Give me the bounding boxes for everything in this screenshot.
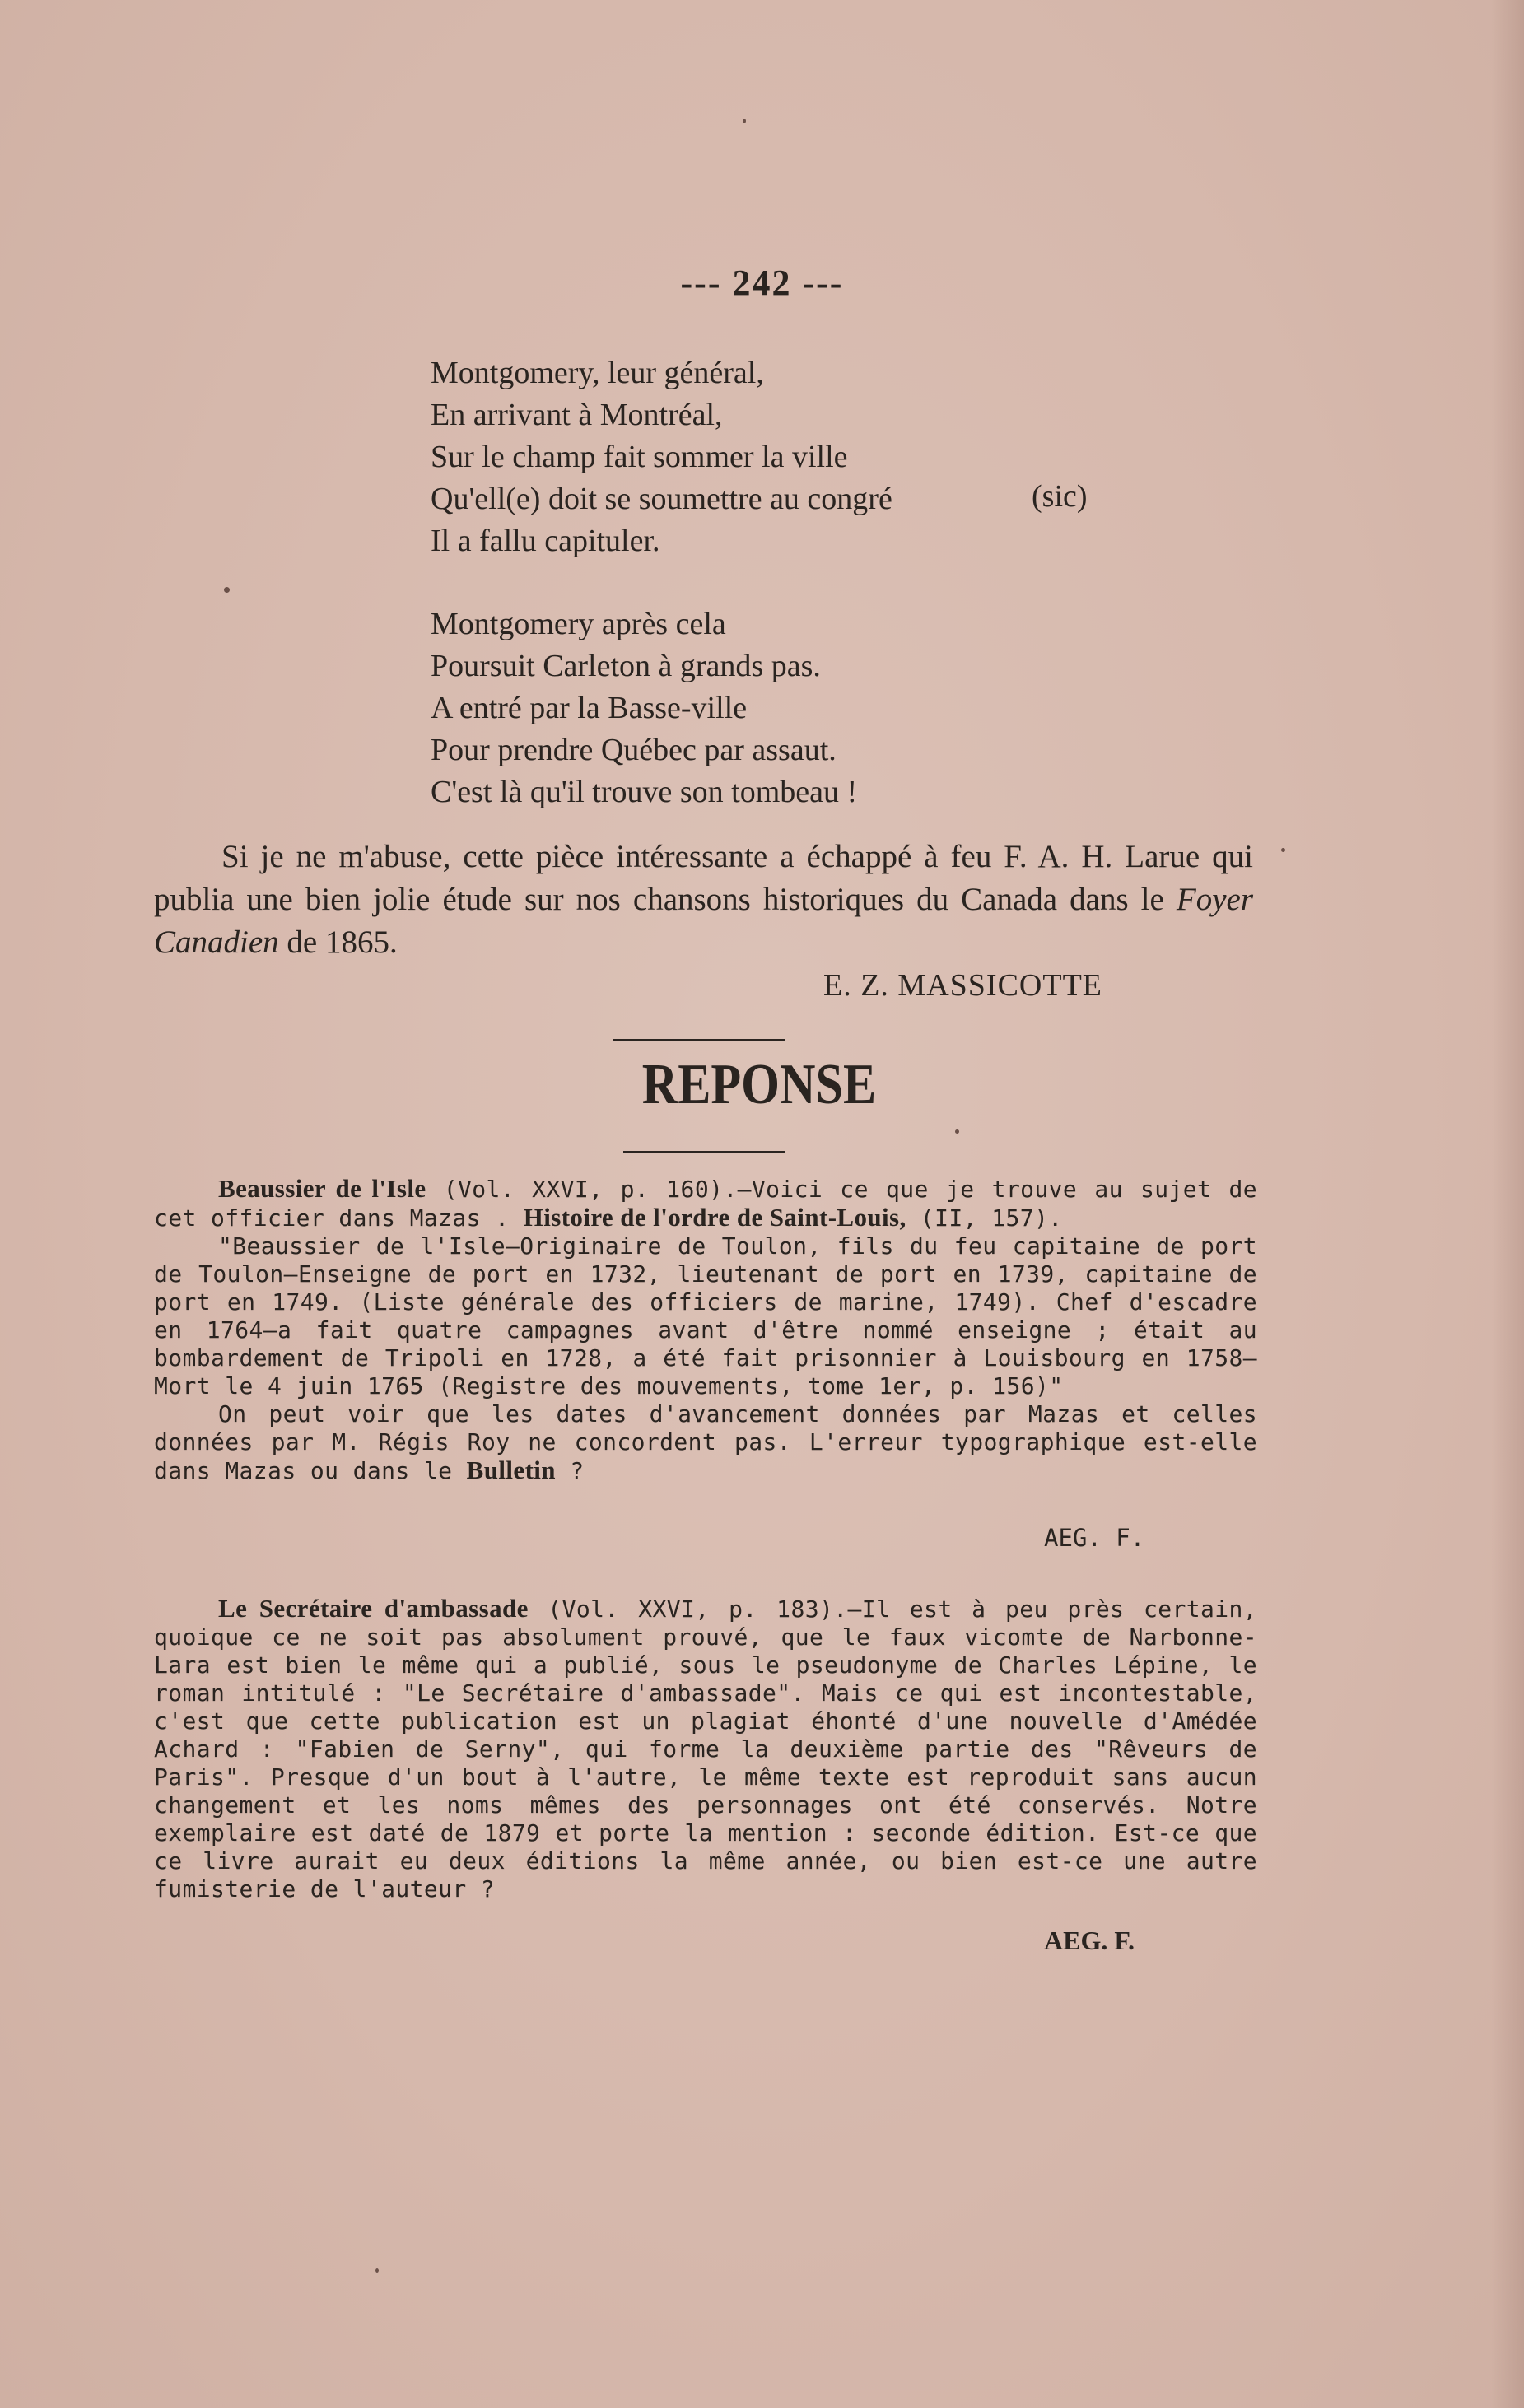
entry-text: (Vol. XXVI, p. 183).—Il est à peu près certain, quoique ce ne soit pas absolument prouvé, que le faux vicomte de Narbonne-Lara est bien le même qui a publié, sous le pseudonyme de Charles Lépine, le roman intitulé : "Le Secrétaire d'ambassade". Mais ce qui est incontestable, c'est que cette publication est un plagiat éhonté d'une nouvelle d'Amédée Achard : "Fabien de Serny", qui forme la deuxième partie des "Rêveurs de Paris". Presque d'un bout à l'autre, le même texte est reproduit sans aucun changement et les noms mêmes des personnages ont été conservés. Notre exemplaire est daté de 1879 et porte la mention : seconde édition. Est-ce que ce livre aurait eu deux éditions la même année, ou bien est-ce une autre fumisterie de l'auteur ? (154, 1595, 1258, 1903)
entry-quote: "Beaussier de l'Isle—Originaire de Toulon, fils du feu capitaine de port de Toulon—Enseigne de port en 1732, lieutenant de port en 1739, capitaine de port en 1749. (Liste générale des officiers de marine, 1749). Chef d'escadre en 1764—a fait quatre campagnes avant d'être nommé enseigne ; était au bombardement de Tripoli en 1728, a été fait prisonnier à Louisbourg en 1758—Mort le 4 juin 1765 (Registre des mouvements, tome 1er, p. 156)" (154, 1232, 1257, 1400)
answer-entry-2 (154, 1595, 1257, 1903)
entry-1-signature: AEG. F. (1044, 1524, 1145, 1552)
entry-title: Le Secrétaire d'ambassade (218, 1594, 529, 1623)
poem-line: En arrivant à Montréal, (431, 398, 723, 432)
paper-speck (375, 2268, 379, 2273)
poem-line: Poursuit Carleton à grands pas. (431, 649, 821, 683)
paper-speck (224, 587, 230, 593)
entry-note-end: ? (555, 1457, 585, 1484)
page-edge-shadow (1491, 0, 1524, 2408)
entry-note: On peut voir que les dates d'avancement données par Mazas et celles données par M. Régis Roy ne concordent pas. L'erreur typographique est-elle dans Mazas ou dans le (154, 1400, 1257, 1484)
entry-title: Beaussier de l'Isle (218, 1174, 426, 1203)
commentary-text-end: de 1865. (278, 925, 398, 960)
paper-speck (743, 119, 746, 123)
publication-title: Foyer Canadien (154, 882, 1253, 960)
commentary-text: Si je ne m'abuse, cette pièce intéressante a échappé à feu F. A. H. Larue qui publia une bien jolie étude sur nos chansons historiques du Canada dans le (154, 839, 1253, 917)
entry-text: (II, 157). (906, 1204, 1063, 1232)
page-number: --- 242 --- (680, 263, 844, 303)
poem-line: Montgomery, leur général, (431, 356, 764, 390)
entry-2-signature: AEG. F. (1044, 1926, 1135, 1955)
poem-line: Montgomery après cela (431, 607, 726, 641)
paper-speck (1281, 848, 1285, 852)
poem-line: C'est là qu'il trouve son tombeau ! (431, 775, 858, 809)
divider-bottom (623, 1151, 785, 1153)
author-signature: E. Z. MASSICOTTE (823, 968, 1102, 1003)
entry-reference: Histoire de l'ordre de Saint-Louis, (523, 1203, 906, 1232)
poem-line: Il a fallu capituler. (431, 524, 660, 558)
paper-speck (955, 1129, 959, 1134)
answer-entry-1 (154, 1175, 1257, 1485)
section-heading: REPONSE (641, 1053, 877, 1116)
poem-line: Pour prendre Québec par assaut. (431, 733, 837, 767)
divider-top (613, 1039, 785, 1041)
entry-text: (Vol. XXVI, p. 160).—Voici ce que je trouve au sujet de cet officier dans Mazas . (154, 1176, 1257, 1232)
bulletin-reference: Bulletin (466, 1456, 556, 1484)
poem-line: Sur le champ fait sommer la ville (431, 440, 848, 474)
poem-stanza-2 (431, 603, 857, 813)
poem-line: Qu'ell(e) doit se soumettre au congré (431, 482, 892, 516)
sic-annotation: (sic) (1032, 479, 1088, 514)
poem-stanza-1 (431, 352, 892, 562)
commentary-paragraph (154, 836, 1253, 964)
poem-line: A entré par la Basse-ville (431, 691, 748, 725)
